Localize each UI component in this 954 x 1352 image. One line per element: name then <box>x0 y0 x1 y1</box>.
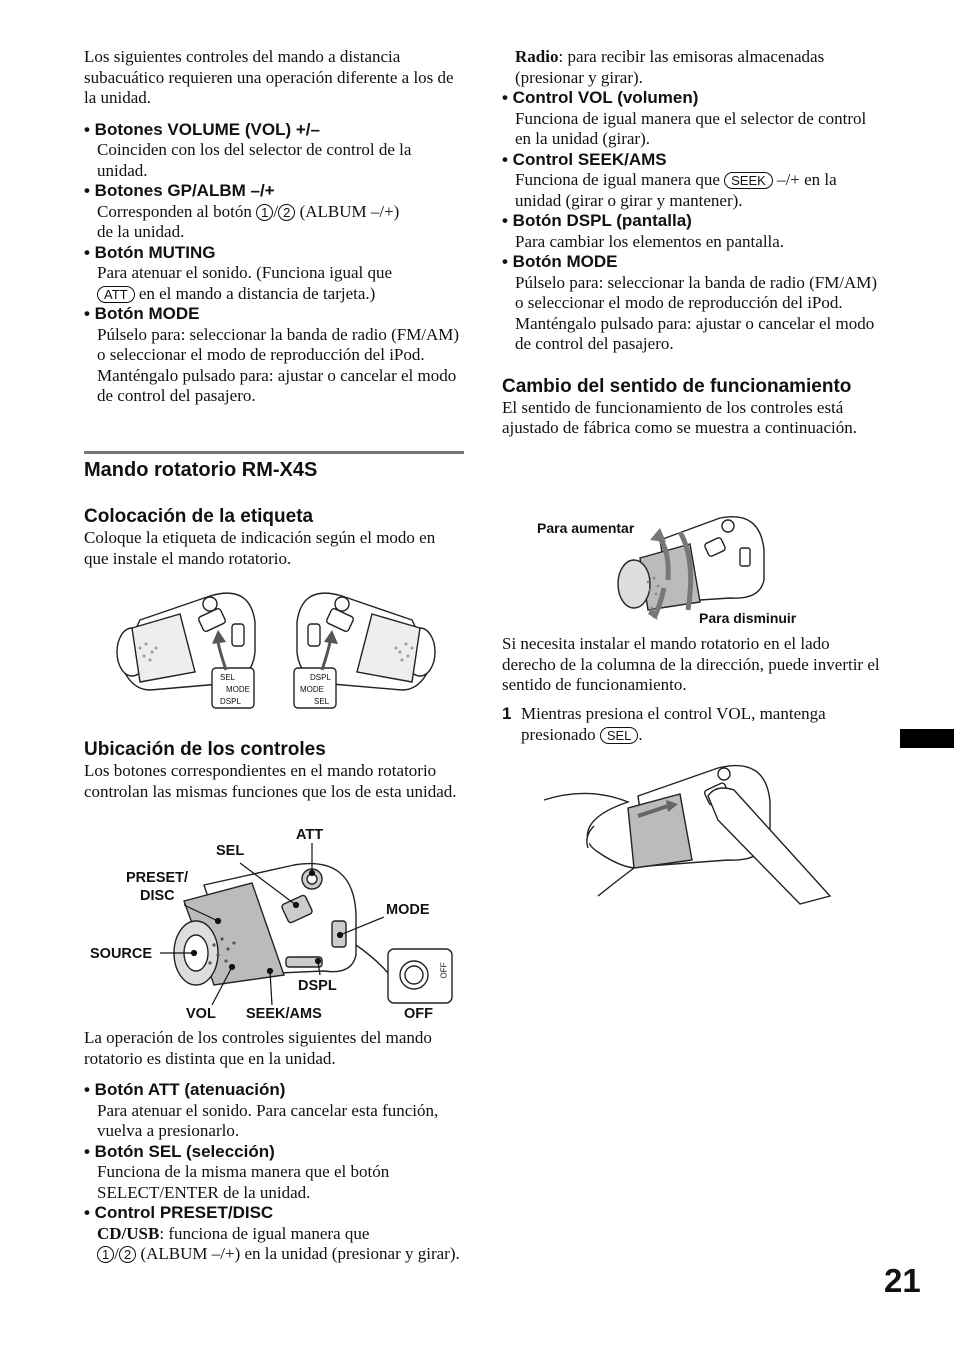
bullet-heading: • Botón SEL (selección) <box>84 1141 275 1161</box>
label-off: OFF <box>404 1006 433 1022</box>
bullet-heading: • Botón DSPL (pantalla) <box>502 211 692 230</box>
bullet-body: Funciona de igual manera que SEEK –/+ en la unidad (girar o girar y mantener). <box>515 170 837 210</box>
bullet-preset-disc <box>84 1203 464 1265</box>
key-sel: SEL <box>600 727 639 744</box>
bullet-volume <box>84 120 464 182</box>
section-title: Mando rotatorio RM-X4S <box>84 459 318 481</box>
after-diagram-paragraph: La operación de los controles siguientes del mando rotatorio es distinta que en la unidad. <box>84 1028 432 1068</box>
left-column <box>84 47 464 407</box>
radio-paragraph: Radio: para recibir las emisoras almacenadas (presionar y girar). <box>515 47 825 87</box>
bullet-body: Púlselo para: seleccionar la banda de radio (FM/AM) o seleccionar el modo de reproducción del iPod. <box>97 324 460 364</box>
label-left-dspl: DSPL <box>220 697 241 706</box>
subsection-title: Cambio del sentido de funcionamiento <box>502 375 852 397</box>
section-rule <box>84 451 464 454</box>
bullet-body: Manténgalo pulsado para: ajustar o cancelar el modo de control del pasajero. <box>97 365 457 405</box>
bullet-vol <box>502 88 880 150</box>
bullet-body: Coinciden con los del selector de control de la unidad. <box>97 140 412 180</box>
label-right-dspl: DSPL <box>310 673 331 682</box>
bullet-seek-ams <box>502 150 880 212</box>
left-column-lower <box>84 1028 464 1265</box>
section-tab-marker <box>900 729 954 748</box>
hand-pressing-illustration <box>538 756 838 906</box>
label-disc: DISC <box>140 888 175 904</box>
bullet-body: Púlselo para: seleccionar la banda de radio (FM/AM) o seleccionar el modo de reproducción del iPod. <box>515 272 878 312</box>
subsection-title: Colocación de la etiqueta <box>84 506 314 527</box>
key-att: ATT <box>97 286 135 303</box>
label-preset: PRESET/ <box>126 870 189 886</box>
bullet-heading: • Control SEEK/AMS <box>502 149 667 169</box>
subsection-body: El sentido de funcionamiento de los controles está ajustado de fábrica como se muestra a continuación. <box>502 397 857 437</box>
bullet-att <box>84 1080 464 1142</box>
key-2: 2 <box>278 204 295 221</box>
controls-diagram <box>84 825 464 1025</box>
bullet-heading: • Botones VOLUME (VOL) +/– <box>84 119 320 139</box>
bullet-body: Corresponden al botón 1 / 2 (ALBUM –/+) de la unidad. <box>97 201 400 241</box>
para-disminuir-label: Para disminuir <box>699 610 797 626</box>
label-att: ATT <box>296 827 324 843</box>
bullet-mode <box>84 304 464 407</box>
key-seek: SEEK <box>724 172 773 189</box>
bullet-body: Manténgalo pulsado para: ajustar o cancelar el modo de control del pasajero. <box>515 313 875 353</box>
para-aumentar-label: Para aumentar <box>537 520 635 536</box>
key-1: 1 <box>97 1246 114 1263</box>
label-mode: MODE <box>386 902 430 918</box>
bullet-body: Funciona de la misma manera que el botón SELECT/ENTER de la unidad. <box>97 1162 390 1202</box>
bullet-heading: • Botones GP/ALBM –/+ <box>84 181 275 200</box>
intro-paragraph: Los siguientes controles del mando a distancia subacuático requieren una operación diferente a los de la unidad. <box>84 47 454 107</box>
label-dspl: DSPL <box>298 978 337 994</box>
bullet-muting <box>84 243 464 305</box>
right-column <box>502 47 880 439</box>
step-number: 1 <box>502 704 512 723</box>
label-source: SOURCE <box>90 946 153 962</box>
label-vol: VOL <box>186 1006 216 1022</box>
bullet-heading: • Botón MODE <box>84 304 200 323</box>
label-left-mode: MODE <box>226 685 250 694</box>
label-left-sel: SEL <box>220 673 236 682</box>
label-off-small: OFF <box>439 962 449 979</box>
bullet-body: Para atenuar el sonido. (Funciona igual que ATT en el mando a distancia de tarjeta.) <box>97 263 393 303</box>
bullet-heading: • Botón MUTING <box>84 242 216 262</box>
bullet-heading: • Botón MODE <box>502 252 618 271</box>
label-right-sel: SEL <box>314 697 330 706</box>
bullet-gp-albm <box>84 181 464 243</box>
paragraph-right-side: Si necesita instalar el mando rotatorio en el lado derecho de la columna de la dirección, puede invertir el sentido de funcionamiento. <box>502 634 880 694</box>
subsection-title: Ubicación de los controles <box>84 739 326 760</box>
bullet-dspl <box>502 211 880 252</box>
bullet-heading: • Control PRESET/DISC <box>84 1203 274 1222</box>
bullet-heading: • Botón ATT (atenuación) <box>84 1080 286 1099</box>
bullet-mode <box>502 252 880 355</box>
subsection-body: Los botones correspondientes en el mando rotatorio controlan las mismas funciones que los de esta unidad. <box>84 761 457 801</box>
bullet-body: Para cambiar los elementos en pantalla. <box>515 231 785 251</box>
bullet-body: Funciona de igual manera que el selector de control en la unidad (girar). <box>515 108 867 148</box>
step-1 <box>502 704 880 745</box>
label-right-mode: MODE <box>300 685 324 694</box>
label-placement-illustration <box>110 582 442 712</box>
bullet-body: Para atenuar el sonido. Para cancelar esta función, vuelva a presionarlo. <box>97 1100 439 1140</box>
subsection-body: Coloque la etiqueta de indicación según el modo en que instale el mando rotatorio. <box>84 528 436 568</box>
bullet-heading: • Control VOL (volumen) <box>502 88 699 107</box>
label-seek-ams: SEEK/AMS <box>246 1006 322 1022</box>
bullet-body: CD/USB: funciona de igual manera que 1 / 2 (ALBUM –/+) en la unidad (presionar y girar). <box>97 1223 460 1263</box>
bullet-sel <box>84 1142 464 1204</box>
page-number: 21 <box>884 1262 921 1299</box>
label-sel: SEL <box>216 843 245 859</box>
step-text: Mientras presiona el control VOL, mantenga presionado SEL . <box>521 704 826 744</box>
key-1: 1 <box>256 204 273 221</box>
key-2: 2 <box>119 1246 136 1263</box>
